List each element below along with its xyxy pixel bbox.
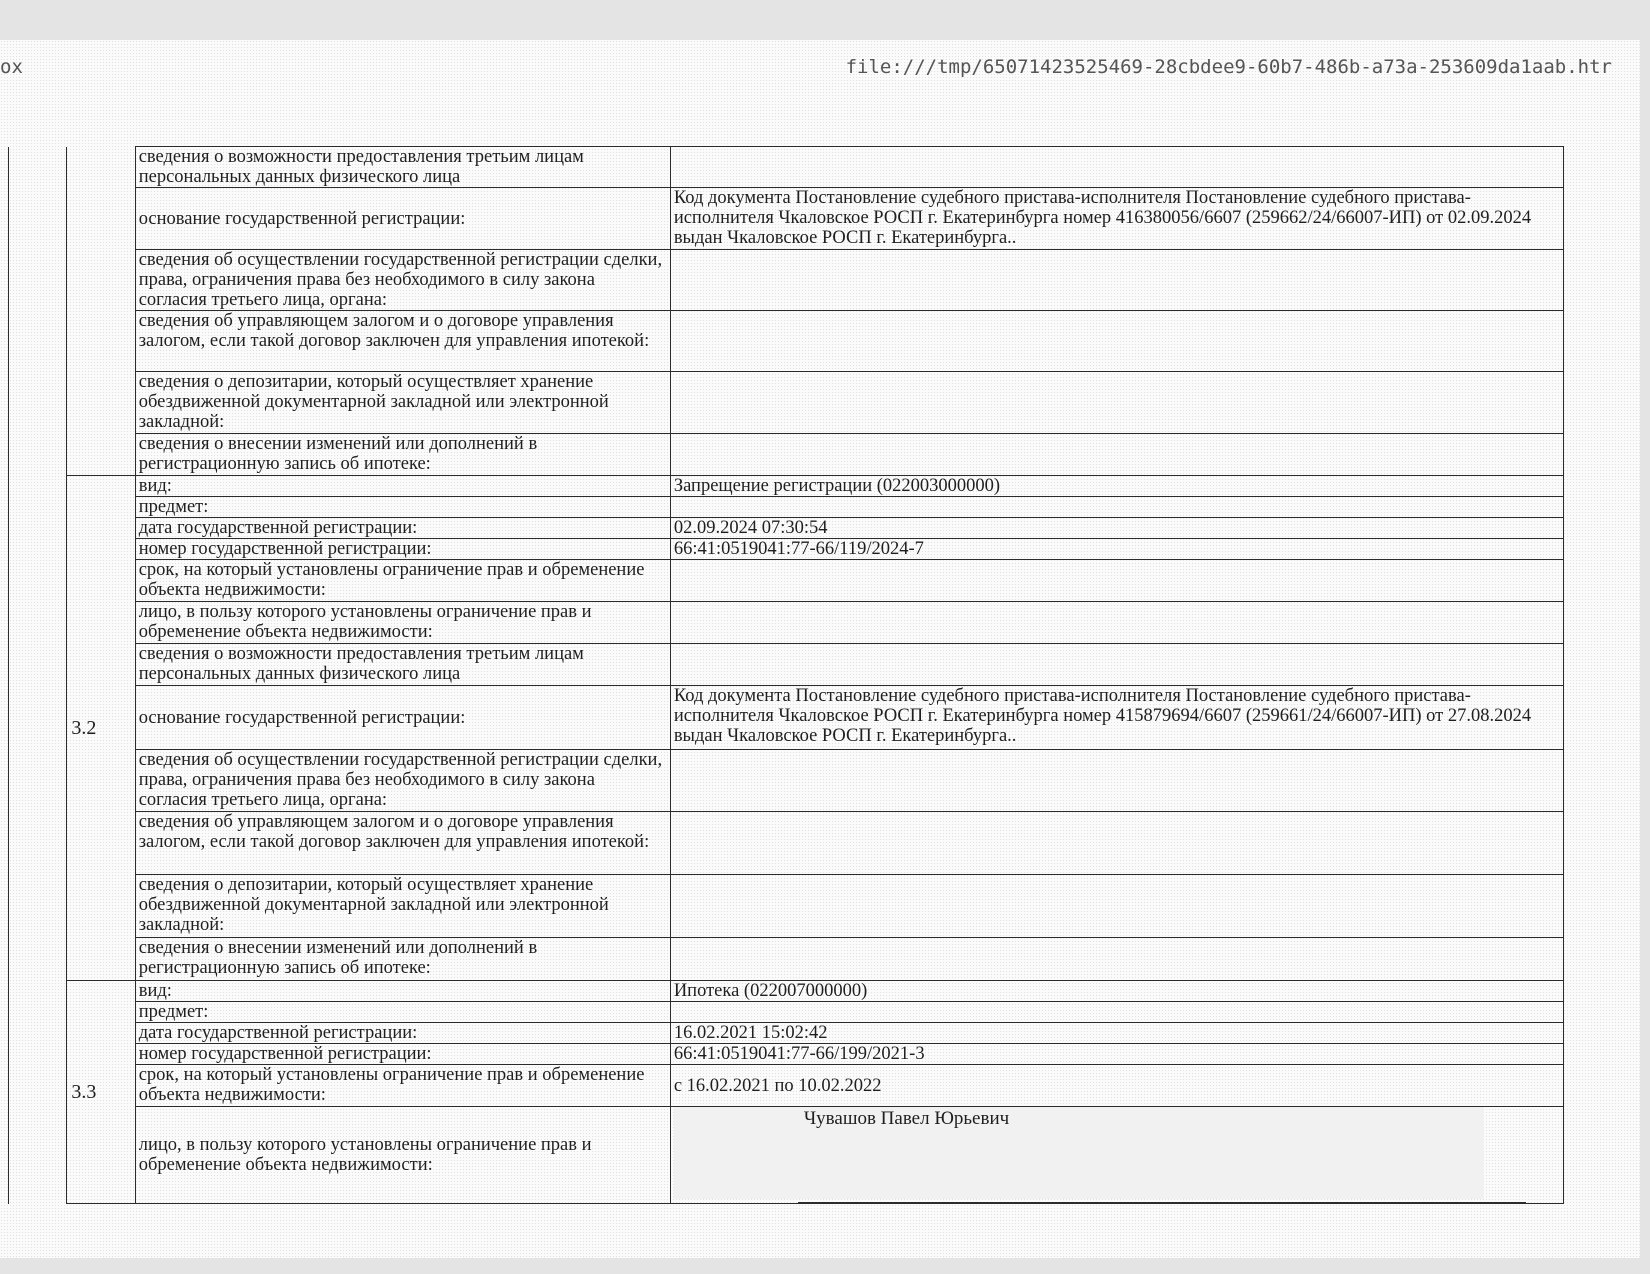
row-value-redacted [670, 1107, 1563, 1204]
row-value: Код документа Постановление судебного пристава-исполнителя Постановление судебного пристава-исполнителя Чкаловское РОСП г. Екатеринбурга номер 415879694/6607 (259661/24/66007-ИП) от 27.08.2024 выдан Чкаловское РОСП г. Екатеринбурга.. [670, 686, 1563, 750]
row-label: сведения о внесении изменений или дополнений в регистрационную запись об ипотеке: [135, 434, 670, 476]
row-label: предмет: [135, 1002, 670, 1023]
row-label: лицо, в пользу которого установлены ограничение прав и обременение объекта недвижимости: [135, 1107, 670, 1204]
outer-column [9, 147, 67, 1204]
table-row [9, 1002, 1564, 1023]
table-row [9, 750, 1564, 812]
section-number-cell [67, 147, 135, 476]
row-label: номер государственной регистрации: [135, 1044, 670, 1065]
row-value [670, 147, 1563, 188]
section-number-3-2: 3.2 [67, 476, 135, 981]
row-value: Запрещение регистрации (022003000000) [670, 476, 1563, 497]
row-label: сведения о депозитарии, который осуществляет хранение обездвиженной документарной закладной или электронной закладной: [135, 875, 670, 938]
row-value [670, 644, 1563, 686]
table-row [9, 311, 1564, 372]
table-row [9, 497, 1564, 518]
beneficiary-name: Чувашов Павел Юрьевич [803, 1108, 1010, 1129]
row-value: 16.02.2021 15:02:42 [670, 1023, 1563, 1044]
table-row [9, 518, 1564, 539]
table-row [9, 147, 1564, 188]
row-label: вид: [135, 981, 670, 1002]
row-value [670, 250, 1563, 311]
table-row [9, 686, 1564, 750]
table-row [9, 938, 1564, 981]
table-row [9, 1107, 1564, 1204]
table-row [9, 1023, 1564, 1044]
row-label: основание государственной регистрации: [135, 188, 670, 250]
row-value: Ипотека (022007000000) [670, 981, 1563, 1002]
row-label: предмет: [135, 497, 670, 518]
table-row [9, 434, 1564, 476]
row-value [670, 812, 1563, 875]
row-label: сведения о возможности предоставления третьим лицам персональных данных физического лица [135, 147, 670, 188]
row-label: основание государственной регистрации: [135, 686, 670, 750]
table-row [9, 372, 1564, 434]
table-row [9, 812, 1564, 875]
row-label: дата государственной регистрации: [135, 518, 670, 539]
row-value [670, 1002, 1563, 1023]
table-row [9, 644, 1564, 686]
table-row [9, 875, 1564, 938]
row-label: лицо, в пользу которого установлены ограничение прав и обременение объекта недвижимости: [135, 602, 670, 644]
row-label: вид: [135, 476, 670, 497]
section-number-3-3: 3.3 [67, 981, 135, 1204]
row-label: срок, на который установлены ограничение прав и обременение объекта недвижимости: [135, 560, 670, 602]
row-value [670, 434, 1563, 476]
row-label: сведения о возможности предоставления третьим лицам персональных данных физического лица [135, 644, 670, 686]
row-value: с 16.02.2021 по 10.02.2022 [670, 1065, 1563, 1107]
row-value [670, 750, 1563, 812]
signature-line [798, 1202, 1526, 1203]
table-row [9, 476, 1564, 497]
row-value [670, 311, 1563, 372]
redaction-area [674, 1107, 1484, 1199]
row-value [670, 602, 1563, 644]
table-row [9, 539, 1564, 560]
row-value [670, 875, 1563, 938]
table-row [9, 1065, 1564, 1107]
table-row [9, 981, 1564, 1002]
table-row [9, 250, 1564, 311]
row-label: сведения об осуществлении государственной регистрации сделки, права, ограничения права без необходимого в силу закона согласия третьего лица, органа: [135, 750, 670, 812]
header-url: file:///tmp/65071423525469-28cbdee9-60b7-486b-a73a-253609da1aab.htr [845, 56, 1612, 78]
table-row [9, 560, 1564, 602]
row-value: Код документа Постановление судебного пристава-исполнителя Постановление судебного пристава-исполнителя Чкаловское РОСП г. Екатеринбурга номер 416380056/6607 (259662/24/66007-ИП) от 02.09.2024 выдан Чкаловское РОСП г. Екатеринбурга.. [670, 188, 1563, 250]
row-label: номер государственной регистрации: [135, 539, 670, 560]
row-value [670, 560, 1563, 602]
row-value: 66:41:0519041:77-66/119/2024-7 [670, 539, 1563, 560]
encumbrance-table [8, 146, 1564, 1204]
row-label: сведения об управляющем залогом и о договоре управления залогом, если такой договор заключен для управления ипотекой: [135, 812, 670, 875]
table-row [9, 1044, 1564, 1065]
row-value [670, 938, 1563, 981]
row-label: сведения об осуществлении государственной регистрации сделки, права, ограничения права без необходимого в силу закона согласия третьего лица, органа: [135, 250, 670, 311]
row-label: сведения о депозитарии, который осуществляет хранение обездвиженной документарной закладной или электронной закладной: [135, 372, 670, 434]
row-label: дата государственной регистрации: [135, 1023, 670, 1044]
table-row [9, 188, 1564, 250]
row-label: срок, на который установлены ограничение прав и обременение объекта недвижимости: [135, 1065, 670, 1107]
row-label: сведения о внесении изменений или дополнений в регистрационную запись об ипотеке: [135, 938, 670, 981]
row-value [670, 372, 1563, 434]
row-value [670, 497, 1563, 518]
row-value: 02.09.2024 07:30:54 [670, 518, 1563, 539]
row-value: 66:41:0519041:77-66/199/2021-3 [670, 1044, 1563, 1065]
row-label: сведения об управляющем залогом и о договоре управления залогом, если такой договор заключен для управления ипотекой: [135, 311, 670, 372]
header-left-fragment: ох [0, 56, 23, 78]
table-row [9, 602, 1564, 644]
